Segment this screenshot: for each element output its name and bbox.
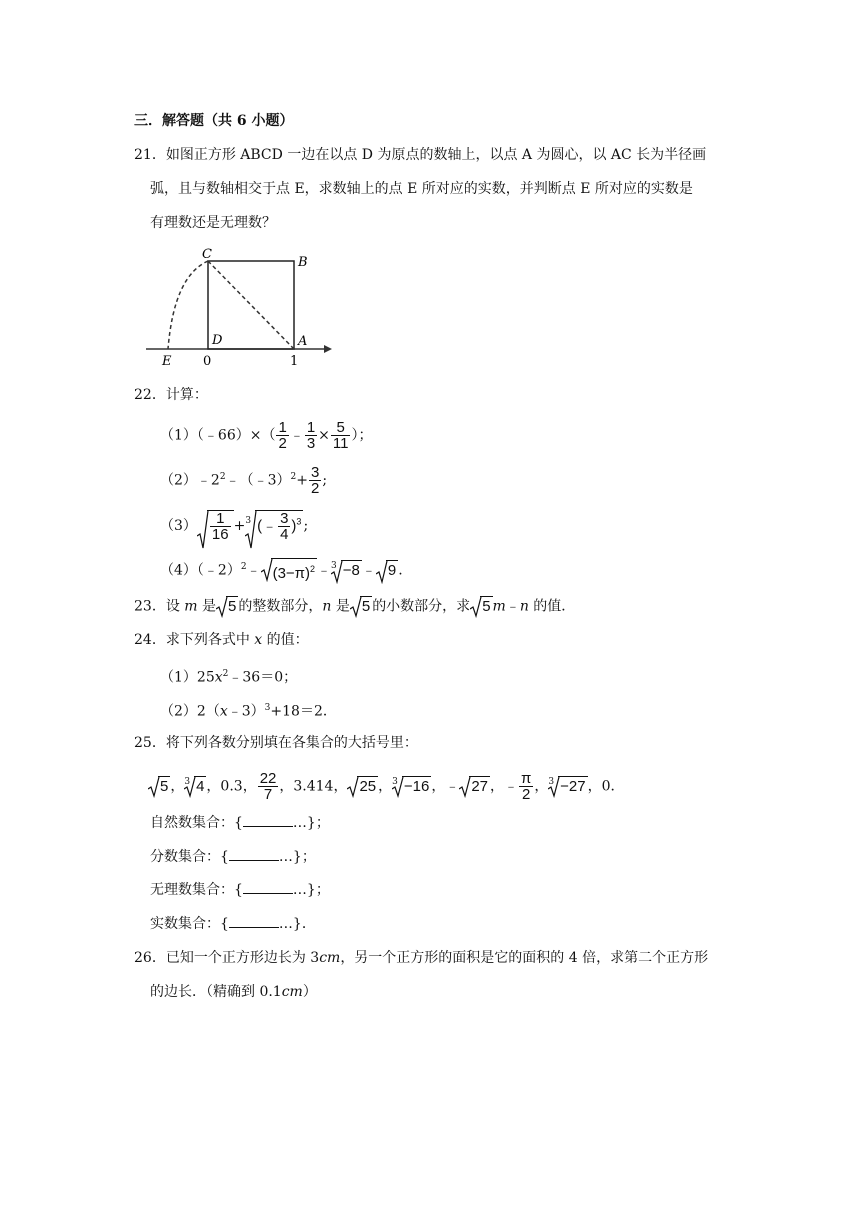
q22-p1-times: × [318, 427, 330, 444]
q25-end: ． [610, 778, 625, 795]
q26-line1 [134, 948, 708, 968]
q21-text-line3: 有理数还是无理数？ [150, 215, 276, 231]
set-irrational-tail: …}； [292, 882, 330, 898]
section-title: 三．解答题（共 6 小题） [134, 113, 294, 129]
q25-cbrt-16: −16 [392, 776, 431, 797]
q22-p4-sup: 2 [240, 562, 247, 572]
q25-numbers [148, 771, 625, 802]
q22-p3-sqrt: $\frac{1}{16}$ [197, 510, 234, 542]
q22-p4-sqrt1: $(3-\pi)^2$ [261, 558, 317, 584]
q26-number: 26． [134, 950, 166, 966]
q25-set-natural [150, 813, 330, 833]
q25-idx3: 3 [548, 776, 555, 787]
q22-p1-minus: ﹣ [289, 427, 304, 444]
q24-p2-label: （2） [160, 703, 197, 720]
q24-p2-sup: 3 [264, 703, 271, 713]
q22-part4 [160, 557, 403, 584]
q22-part1 [160, 420, 372, 451]
tick-1: 1 [290, 354, 299, 368]
q22-p4-minus2: ﹣ [317, 562, 332, 579]
q24-p2-a: 2（ [196, 703, 220, 720]
q23-t4: 是 [331, 598, 350, 615]
q22-p2-a: ﹣2 [196, 472, 220, 489]
q26-l2-b: ） [302, 984, 317, 1000]
q24-p1-sup: 2 [222, 669, 229, 679]
q25-cbrt-27: −27 [548, 776, 587, 797]
q25-set-fraction [150, 847, 316, 867]
q25-sqrt27: 27 [459, 776, 490, 797]
q26-l2-unit: cm [281, 984, 303, 1000]
q25-sep6: ， [378, 778, 393, 795]
q25-sqrt25: 25 [347, 776, 378, 797]
q22-p1-end: ）； [351, 427, 373, 444]
q24-title-line [134, 630, 309, 650]
q22-title-line [134, 385, 208, 405]
q25-set-real [150, 914, 316, 934]
set-natural-tail: …}； [292, 815, 330, 831]
q22-p3-root-index: 3 [245, 516, 252, 526]
q23-line [134, 596, 575, 617]
q22-p2-end: ; [322, 472, 328, 489]
q23-t1: 设 [165, 598, 185, 615]
q23-sqrt2: 5 [350, 596, 372, 617]
set-fraction-label: 分数集合：{ [150, 849, 229, 865]
q24-title-x: x [254, 632, 263, 648]
q21-text-line1: 如图正方形 ABCD 一边在以点 D 为原点的数轴上，以点 A 为圆心，以 AC 长为半径画 [165, 147, 707, 163]
q25-title: 将下列各数分别填在各集合的大括号里： [165, 735, 418, 751]
q22-p4-sqrt2: 9 [376, 560, 398, 581]
q23-number: 23． [134, 598, 166, 615]
q25-neg1: ﹣ [445, 778, 460, 795]
set-real-label: 实数集合：{ [150, 916, 229, 932]
q25-number: 25． [134, 735, 166, 751]
q24-number: 24． [134, 632, 166, 648]
set-fraction-blank[interactable] [229, 848, 279, 861]
q23-t5: 的小数部分，求 [372, 598, 471, 615]
axis-arrow [324, 345, 332, 353]
q22-p4-minus1: ﹣ [246, 562, 261, 579]
q24-part1 [160, 664, 297, 688]
q22-p4-end: . [398, 562, 403, 579]
q22-p2-label: （2） [160, 472, 197, 489]
q22-p2-sup2: 2 [290, 471, 297, 482]
q23-m2: m [492, 598, 506, 615]
q26-line2 [150, 982, 317, 1002]
q25-sep4: ， [279, 778, 294, 795]
q25-pi-frac: $\frac{\pi}{2}$ [521, 770, 532, 803]
q22-title: 计算： [165, 387, 208, 403]
set-natural-label: 自然数集合：{ [150, 815, 243, 831]
set-natural-blank[interactable] [243, 814, 293, 827]
set-real-blank[interactable] [229, 915, 279, 928]
q22-part2 [160, 465, 327, 496]
q25-sep3: ， [242, 778, 257, 795]
q25-cbrt4: 4 [184, 776, 206, 797]
q22-p1-frac3: $\frac{5}{11}$ [332, 419, 349, 452]
q24-title-b: 的值： [262, 632, 309, 648]
q26-l1-a: 已知一个正方形边长为 3 [165, 950, 320, 966]
q21-number: 21． [134, 147, 166, 163]
q21-text-line2: 弧，且与数轴相交于点 E，求数轴上的点 E 所对应的实数，并判断点 E 所对应的实数是 [150, 181, 693, 197]
q22-p2-frac: $\frac{3}{2}$ [310, 464, 320, 497]
q22-p1-a: （﹣66）×（ [196, 427, 276, 444]
q25-sep1: ， [170, 778, 185, 795]
q25-neg2: ﹣ [504, 778, 519, 795]
q22-p4-root-index: 3 [331, 560, 337, 571]
q22-p4-minus3: ﹣ [361, 562, 376, 579]
tick-0: 0 [203, 354, 212, 368]
q26-l1-unit: cm [319, 950, 341, 966]
q24-p1-x: x [214, 669, 223, 686]
q23-t7: 的值． [528, 598, 576, 615]
q25-sep2: ， [206, 778, 221, 795]
q22-p4-cbrt: −8 [331, 560, 362, 581]
q21-figure [146, 244, 336, 368]
q23-m: m [184, 598, 198, 615]
q22-p1-frac1: $\frac{1}{2}$ [278, 419, 287, 452]
q25-title-line [134, 733, 418, 753]
label-b: B [298, 255, 308, 270]
q22-p2-sup1: 2 [219, 471, 226, 482]
q23-sqrt1: 5 [216, 596, 238, 617]
q25-frac: $\frac{22}{7}$ [259, 770, 277, 803]
q24-p1-a: 25 [196, 669, 215, 686]
q24-title-a: 求下列各式中 [165, 632, 255, 648]
q23-n: n [322, 598, 332, 615]
q23-sqrt3: 5 [470, 596, 492, 617]
label-e: E [162, 354, 172, 368]
q22-p4-label: （4） [160, 562, 197, 579]
q25-sep7: ， [431, 778, 446, 795]
set-fraction-tail: …}； [278, 849, 316, 865]
q22-number: 22． [134, 387, 166, 403]
q25-idx2: 3 [392, 776, 398, 787]
q26-l2-a: 的边长．（精确到 0.1 [150, 984, 282, 1000]
q25-sep5: ， [333, 778, 348, 795]
q25-sep9: ， [534, 778, 549, 795]
q23-t6: ﹣ [505, 598, 520, 615]
q22-p2-plus: + [296, 472, 308, 489]
q25-sep10: ， [587, 778, 602, 795]
q23-n2: n [519, 598, 529, 615]
q26-l1-b: ，另一个正方形的面积是它的面积的 4 倍，求第二个正方形 [340, 950, 709, 966]
q22-p1-frac2: $\frac{1}{3}$ [306, 419, 316, 452]
q25-idx1: 3 [184, 776, 191, 787]
set-irrational-blank[interactable] [243, 881, 293, 894]
q22-p1-label: （1） [160, 427, 197, 444]
set-irrational-label: 无理数集合：{ [150, 882, 243, 898]
q22-p3-end: ; [303, 518, 309, 534]
q25-set-irrational [150, 880, 330, 900]
q24-p2-x: x [219, 703, 228, 720]
q22-p3-cbrt: (﹣ $\frac{3}{4}$ )$^3$ [245, 510, 303, 542]
q22-p3-label: （3） [160, 518, 197, 534]
q24-p1-b: ﹣36＝0； [228, 669, 298, 686]
q22-part3 [160, 510, 308, 542]
q22-p2-b: ﹣（﹣3） [225, 472, 291, 489]
arc-ce [168, 261, 208, 349]
q24-p1-label: （1） [160, 669, 197, 686]
q21-line1 [134, 145, 706, 165]
q25-sep8: ， [490, 778, 505, 795]
set-real-tail: …}． [278, 916, 316, 932]
q24-p2-b: ﹣3） [227, 703, 265, 720]
q24-p2-c: +18＝2． [270, 703, 337, 720]
q25-n4: 3.414 [293, 778, 334, 795]
q22-p4-a: （﹣2） [196, 562, 241, 579]
q25-n3: 0.3 [220, 778, 243, 795]
q22-p3-plus: + [233, 518, 246, 534]
q23-t3: 的整数部分， [238, 598, 323, 615]
q25-sqrt5: 5 [148, 776, 170, 797]
label-a: A [298, 334, 308, 349]
q24-part2 [160, 698, 337, 722]
label-c: C [202, 247, 212, 262]
q23-t2: 是 [197, 598, 217, 615]
label-d: D [212, 333, 223, 348]
q25-n10: 0 [601, 778, 611, 795]
